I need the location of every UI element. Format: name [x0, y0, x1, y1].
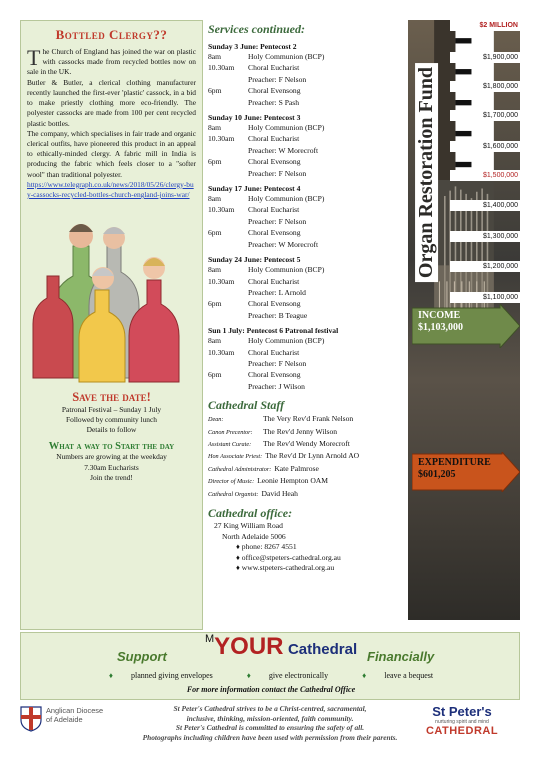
mission-line: Photographs including children have been used with permission from their parents.: [142, 732, 398, 742]
service-time: 10.30am: [208, 134, 235, 144]
service-row: [208, 193, 408, 204]
service-week: [208, 184, 408, 250]
service-text: Holy Communion (BCP): [248, 123, 325, 133]
staff-name: Kate Palmrose: [274, 463, 319, 473]
start-day-line: Join the trend!: [90, 472, 133, 482]
service-time: 10.30am: [208, 205, 235, 215]
financially-word: Financially: [367, 649, 435, 664]
service-row: [208, 74, 408, 85]
staff-row: [208, 426, 408, 438]
scale-label: $1,600,000: [450, 141, 520, 152]
start-the-day: [21, 441, 202, 483]
service-text: Choral Evensong: [248, 157, 301, 167]
scale-label: $1,400,000: [450, 200, 520, 211]
cathedral-staff: [208, 398, 408, 500]
service-week-heading: Sunday 3 June: Pentecost 2: [208, 42, 297, 51]
service-text: Preacher: W Morecroft: [248, 239, 319, 249]
service-row: [208, 51, 408, 62]
service-text: Preacher: F Nelson: [248, 74, 307, 84]
service-row: [208, 276, 408, 287]
staff-role: Dean:: [208, 416, 224, 424]
footer: [20, 702, 520, 750]
service-time: 6pm: [208, 299, 222, 309]
mission-line: inclusive, thinking, mission-oriented, faith community.: [186, 713, 354, 723]
service-row: [208, 264, 408, 275]
your-word: YOUR: [214, 633, 284, 660]
service-row: [208, 62, 408, 73]
article-para-1: he Church of England has joined the war on plastic with cassocks made from recycled bottles now on sale in the UK.: [27, 47, 196, 77]
service-week: [208, 326, 408, 392]
office-phone-text: phone: 8267 4551: [241, 542, 297, 551]
save-the-date: [21, 390, 202, 435]
scale-label: $1,200,000: [450, 261, 520, 272]
staff-role: Canon Precentor:: [208, 428, 253, 436]
service-text: Preacher: B Teague: [248, 310, 308, 320]
scale-label: $1,700,000: [450, 110, 520, 121]
income-value: $1,103,000: [418, 322, 463, 333]
service-text: Holy Communion (BCP): [248, 52, 325, 61]
service-row: [208, 85, 408, 96]
service-time: [208, 287, 248, 298]
service-text: Choral Eucharist: [248, 276, 300, 286]
service-text: Choral Eucharist: [248, 205, 300, 215]
staff-name: David Heah: [261, 488, 298, 498]
start-day-line: Numbers are growing at the weekday: [56, 452, 167, 462]
scale-label: $1,100,000: [450, 292, 520, 303]
scale-label: $2 MILLION: [450, 20, 520, 31]
article-title: Bottled Clergy??: [55, 27, 168, 42]
service-week-heading: Sunday 17 June: Pentecost 4: [208, 184, 301, 194]
service-time: 10.30am: [208, 276, 235, 286]
service-text: Preacher: W Morecroft: [248, 145, 319, 155]
office-web-text[interactable]: www.stpeters-cathedral.org.au: [241, 563, 335, 572]
article-para-3: The company, which specialises in fair trade and organic clerical outfits, have pioneered this product in an appeal to ethically-minded clergy. A fabric mill in India is producing the fabric which feels closer to a "softer wool" than traditional polyester.: [27, 128, 196, 179]
service-time: 6pm: [208, 228, 222, 238]
service-row: [208, 358, 408, 369]
staff-role: Hon Associate Priest:: [208, 453, 263, 461]
service-time: 8am: [208, 265, 222, 275]
service-text: Choral Evensong: [248, 299, 301, 309]
staff-role: Assistant Curate:: [208, 440, 252, 448]
diocese-line-1: Anglican Diocese: [46, 706, 104, 715]
expenditure-arrow: [412, 452, 497, 486]
office-address-2: North Adelaide 5006: [222, 531, 286, 541]
office-title: Cathedral office:: [208, 506, 293, 520]
giving-option-text: give electronically: [268, 671, 329, 680]
service-row: [208, 298, 408, 309]
service-week-heading: Sunday 10 June: Pentecost 3: [208, 113, 301, 123]
service-row: [208, 227, 408, 238]
mission-statement: [110, 704, 430, 742]
expenditure-value: $601,205: [418, 469, 456, 480]
service-row: [208, 216, 408, 227]
my-prefix: M: [205, 633, 215, 645]
article-link[interactable]: https://www.telegraph.co.uk/news/2018/05/26/clergy-buy-cassocks-recycled-bottles-church-england-joins-war/: [27, 179, 194, 200]
staff-name: Leonie Hempton OAM: [257, 476, 329, 486]
service-text: Preacher: F Nelson: [248, 216, 307, 226]
service-text: Preacher: F Nelson: [248, 168, 307, 178]
staff-row: [208, 450, 408, 462]
logo-word: CATHEDRAL: [425, 725, 499, 737]
giving-option-text: leave a bequest: [384, 671, 434, 680]
service-text: Holy Communion (BCP): [248, 194, 325, 204]
service-row: [208, 156, 408, 167]
service-time: 6pm: [208, 157, 222, 167]
service-time: [208, 358, 248, 369]
service-week: [208, 42, 408, 108]
service-text: Holy Communion (BCP): [248, 265, 325, 275]
diocese-logo: [20, 706, 120, 732]
service-row: [208, 97, 408, 108]
mission-line: St Peter's Cathedral is committed to ensuring the safety of all.: [175, 723, 365, 733]
start-day-title: What a way to Start the day: [48, 441, 175, 453]
staff-name: The Rev'd Dr Lynn Arnold AO: [265, 451, 360, 461]
office-email[interactable]: ♦ office@stpeters-cathedral.org.au: [236, 552, 341, 562]
income-arrow: [412, 304, 469, 340]
giving-options: [21, 671, 521, 680]
scale-label: $1,500,000: [450, 170, 520, 181]
service-week: [208, 113, 408, 179]
service-row: [208, 287, 408, 298]
support-word: Support: [117, 649, 167, 664]
staff-role: Cathedral Administrator:: [208, 465, 272, 473]
save-date-line: Patronal Festival – Sunday 1 July: [61, 405, 162, 415]
staff-name: The Very Rev'd Frank Nelson: [263, 414, 354, 424]
service-week: [208, 255, 408, 321]
office-web[interactable]: ♦ www.stpeters-cathedral.org.au: [236, 563, 335, 572]
giving-option: ♦ planned giving envelopes: [108, 671, 213, 680]
bottles-image: [21, 206, 204, 386]
service-time: 8am: [208, 52, 222, 61]
staff-row: [208, 463, 408, 475]
service-row: [208, 145, 408, 156]
service-row: [208, 122, 408, 133]
article-body: [21, 43, 202, 200]
staff-row: [208, 488, 408, 500]
service-text: Choral Evensong: [248, 370, 301, 380]
service-text: Choral Evensong: [248, 228, 301, 238]
service-time: [208, 310, 248, 321]
middle-column: [208, 22, 408, 574]
giving-option: ♦ leave a bequest: [362, 671, 434, 680]
services-title: Services continued:: [208, 22, 305, 36]
service-text: Holy Communion (BCP): [248, 336, 325, 346]
organ-fund-title: [412, 32, 442, 312]
service-time: [208, 381, 248, 392]
cathedral-office: [208, 506, 408, 574]
service-row: [208, 347, 408, 358]
service-time: 6pm: [208, 86, 222, 96]
my-your-cathedral: [205, 633, 357, 661]
expenditure-label: EXPENDITURE: [418, 457, 491, 468]
st-peters-logo: [404, 704, 520, 737]
service-row: [208, 204, 408, 215]
scale-label: $1,800,000: [450, 81, 520, 92]
service-row: [208, 381, 408, 392]
service-row: [208, 133, 408, 144]
diocese-line-2: of Adelaide: [46, 715, 83, 724]
service-text: Choral Eucharist: [248, 63, 300, 73]
services-list: [208, 42, 408, 392]
staff-row: [208, 438, 408, 450]
service-row: [208, 369, 408, 380]
staff-row: [208, 413, 408, 425]
staff-role: Cathedral Organist:: [208, 490, 259, 498]
service-week-heading: Sunday 24 June: Pentecost 5: [208, 255, 301, 265]
staff-list: [208, 413, 408, 500]
service-time: 8am: [208, 336, 222, 346]
diocese-shield-icon: [20, 706, 42, 732]
service-time: [208, 239, 248, 250]
cathedral-word: Cathedral: [287, 641, 358, 658]
bottle-clergy-illustration: [21, 206, 202, 386]
service-text: Choral Eucharist: [248, 347, 300, 357]
service-text: Choral Eucharist: [248, 134, 300, 144]
staff-name: The Rev'd Wendy Morecroft: [263, 438, 350, 448]
service-time: [208, 145, 248, 156]
save-date-title: Save the date!: [72, 390, 151, 405]
staff-name: The Rev'd Jenny Wilson: [263, 426, 338, 436]
logo-tagline: nurturing spirit and mind: [435, 719, 489, 725]
service-row: [208, 310, 408, 321]
service-time: 6pm: [208, 370, 222, 380]
service-time: [208, 216, 248, 227]
giving-option: ♦ give electronically: [246, 671, 329, 680]
staff-row: [208, 475, 408, 487]
giving-option-text: planned giving envelopes: [130, 671, 213, 680]
support-banner: [20, 632, 520, 700]
service-time: [208, 97, 248, 108]
service-row: [208, 168, 408, 179]
service-time: 8am: [208, 123, 222, 133]
save-date-line: Followed by community lunch: [66, 415, 157, 425]
office-email-text[interactable]: office@stpeters-cathedral.org.au: [241, 552, 341, 562]
staff-role: Director of Music:: [208, 478, 255, 486]
scale-label: $1,300,000: [450, 231, 520, 242]
service-time: 8am: [208, 194, 222, 204]
service-time: [208, 168, 248, 179]
logo-name: St Peter's: [432, 704, 492, 719]
service-time: [208, 74, 248, 85]
article-dropcap: T: [27, 45, 41, 70]
service-text: Preacher: J Wilson: [248, 381, 305, 391]
service-text: Preacher: L Arnold: [248, 287, 306, 297]
service-text: Choral Evensong: [248, 86, 301, 96]
mission-line: St Peter's Cathedral strives to be a Christ-centred, sacramental,: [173, 704, 367, 713]
more-info-text: For more information contact the Cathedral Office: [186, 685, 356, 694]
save-date-line: Details to follow: [86, 425, 137, 435]
service-week-heading: Sun 1 July: Pentecost 6 Patronal festival: [208, 326, 339, 336]
income-label: INCOME: [418, 310, 461, 321]
service-time: 10.30am: [208, 347, 235, 357]
start-day-line: 7.30am Eucharists: [84, 462, 139, 472]
left-panel: [20, 20, 203, 630]
service-text: Preacher: F Nelson: [248, 358, 307, 368]
service-time: 10.30am: [208, 63, 235, 73]
service-row: [208, 335, 408, 346]
staff-title: Cathedral Staff: [208, 398, 285, 413]
office-address-1: 27 King William Road: [214, 521, 283, 530]
scale-label: $1,900,000: [450, 52, 520, 63]
office-phone: ♦ phone: 8267 4551: [236, 542, 297, 551]
organ-fund-title-text: Organ Restoration Fund: [416, 62, 439, 281]
article-para-2: Butler & Butler, a clerical clothing manufacturer recently launched the first-ever 'plastic' cassock, in a bid to make priestly clothing more eco-friendly. The polyester cassocks are made from 100 per cent recycled plastic bottles.: [27, 77, 196, 128]
service-row: [208, 239, 408, 250]
service-text: Preacher: S Pash: [248, 97, 300, 107]
